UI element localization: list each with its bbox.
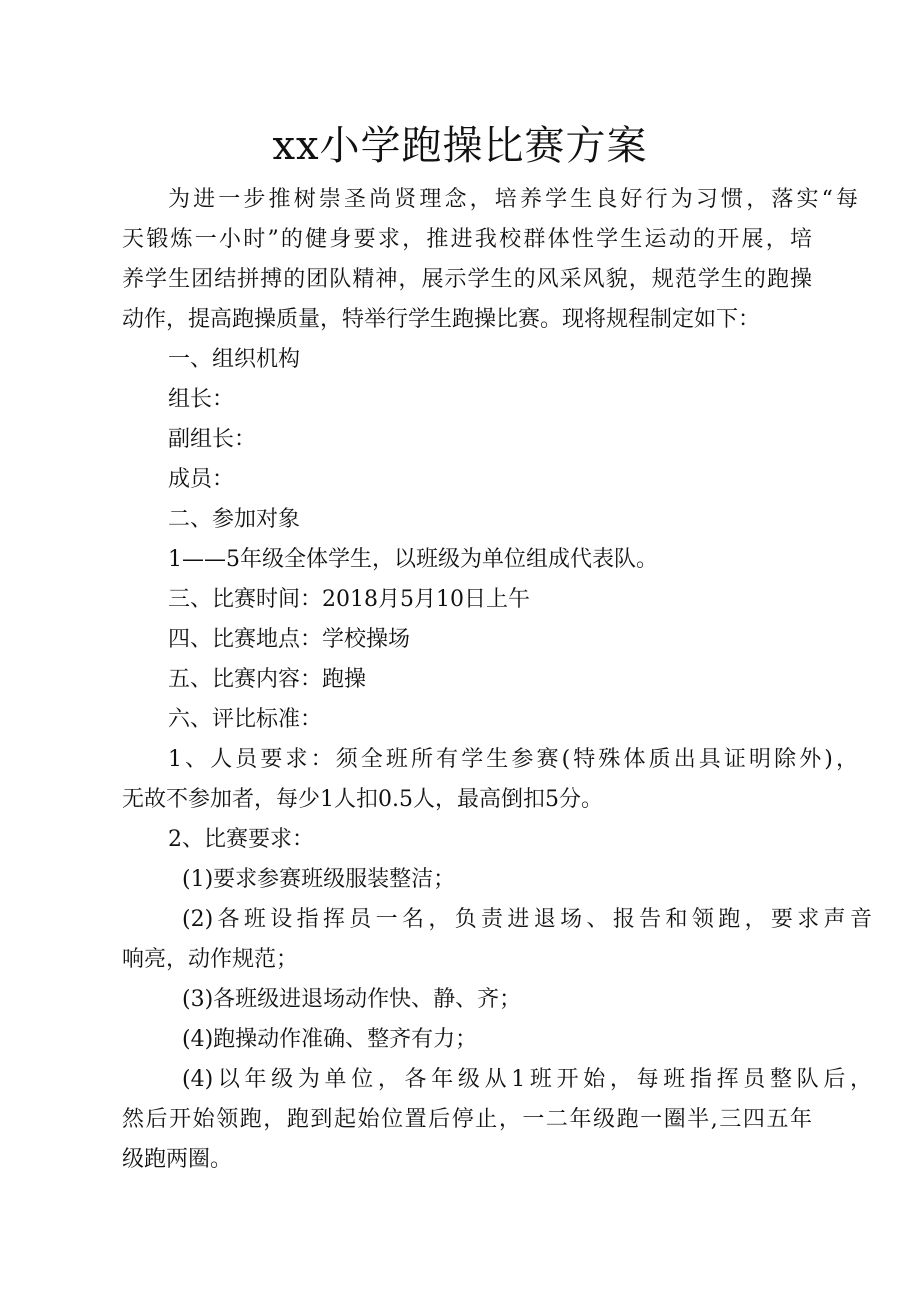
rule-2-item-5-line-3: 级跑两圈。 <box>122 1147 233 1172</box>
section-criteria-heading: 六、评比标准： <box>168 707 323 732</box>
document-body <box>122 180 872 1180</box>
intro-line-4: 动作，提高跑操质量，特举行学生跑操比赛。现将规程制定如下： <box>122 307 761 332</box>
participants-text: 1——5年级全体学生，以班级为单位组成代表队。 <box>168 547 658 572</box>
rule-2-item-3: (3)各班级进退场动作快、静、齐； <box>182 987 522 1012</box>
members-label: 成员： <box>168 467 235 492</box>
rule-2-item-2-line-1: (2)各班设指挥员一名，负责进退场、报告和领跑，要求声音 <box>182 907 872 932</box>
section-participants-heading: 二、参加对象 <box>168 507 301 532</box>
section-organization-heading: 一、组织机构 <box>168 347 301 372</box>
leader-label: 组长： <box>168 387 235 412</box>
rule-1-line-1: 1、人员要求：须全班所有学生参赛(特殊体质出具证明除外)， <box>168 747 858 772</box>
rule-1-line-2: 无故不参加者，每少1人扣0.5人，最高倒扣5分。 <box>122 787 603 812</box>
rule-2-item-1: (1)要求参赛班级服装整洁； <box>182 867 456 892</box>
rule-2-heading: 2、比赛要求： <box>168 827 314 852</box>
deputy-leader-label: 副组长： <box>168 427 257 452</box>
competition-location: 四、比赛地点：学校操场 <box>168 627 411 652</box>
intro-line-3: 养学生团结拼搏的团队精神，展示学生的风采风貌，规范学生的跑操 <box>122 267 812 292</box>
rule-2-item-5-line-1: (4)以年级为单位，各年级从1班开始，每班指挥员整队后， <box>182 1067 872 1092</box>
rule-2-item-4: (4)跑操动作准确、整齐有力； <box>182 1027 478 1052</box>
intro-line-2: 天锻炼一小时”的健身要求，推进我校群体性学生运动的开展，培 <box>122 227 812 252</box>
intro-line-1: 为进一步推树崇圣尚贤理念，培养学生良好行为习惯，落实“每 <box>168 187 858 212</box>
competition-time: 三、比赛时间：2018月5月10日上午 <box>168 587 530 612</box>
competition-content: 五、比赛内容：跑操 <box>168 667 367 692</box>
rule-2-item-5-line-2: 然后开始领跑，跑到起始位置后停止，一二年级跑一圈半,三四五年 <box>122 1107 812 1132</box>
rule-2-item-2-line-2: 响亮，动作规范； <box>122 947 299 972</box>
document-title: xx小学跑操比赛方案 <box>272 123 648 169</box>
